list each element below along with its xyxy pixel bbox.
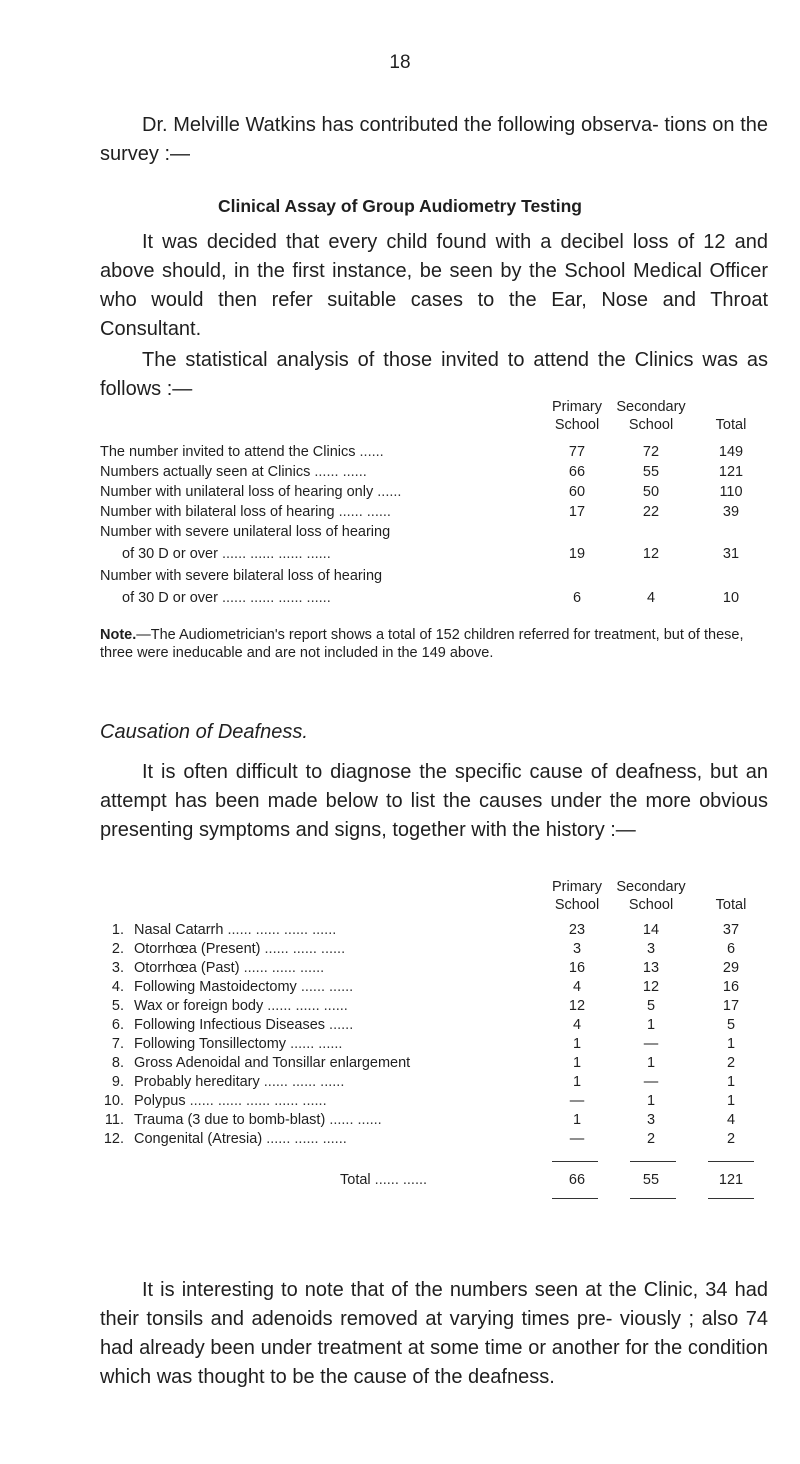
table1-header-total: Total — [715, 417, 747, 433]
page-number: 18 — [389, 52, 411, 73]
row-label: The number invited to attend the Clinics ...... — [100, 444, 384, 460]
row-label: Numbers actually seen at Clinics ...... ...... — [100, 464, 367, 480]
table2-header-secondary — [606, 878, 696, 914]
header-secondary-line1: Secondary — [616, 879, 686, 895]
cell-secondary: 22 — [642, 504, 660, 520]
cell-primary: 4 — [572, 1017, 582, 1033]
table-row — [100, 484, 780, 504]
header-primary-line1: Primary — [552, 879, 602, 895]
cell-primary: 77 — [568, 444, 586, 460]
row-index: 1. — [111, 922, 124, 938]
cell-secondary: 55 — [642, 1172, 660, 1188]
header-primary-line1: Primary — [552, 399, 602, 415]
table-row-label-line1 — [100, 524, 780, 544]
cell-primary: — — [569, 1131, 585, 1147]
row-label: Otorrhœa (Past) ...... ...... ...... — [134, 960, 325, 976]
audiometry-paragraph-1: It was decided that every child found with a decibel loss of 12 and above should, in the first instance, be seen by the School Medical Officer who would then refer suitable cases to the Ear, Nose and Throat Consultant. — [100, 231, 768, 340]
cell-secondary: 12 — [642, 546, 660, 562]
table-row — [100, 444, 780, 464]
cell-total: 10 — [722, 590, 740, 606]
row-label: Congenital (Atresia) ...... ...... ...... — [134, 1131, 347, 1147]
header-secondary-line2: School — [628, 417, 674, 433]
row-index: 10. — [103, 1093, 124, 1109]
table-row — [100, 464, 780, 484]
header-secondary-line1: Secondary — [616, 399, 686, 415]
table-row — [100, 1017, 780, 1037]
table-row — [100, 998, 780, 1018]
row-index: 12. — [103, 1131, 124, 1147]
table-row — [100, 1093, 780, 1113]
table-row — [100, 941, 780, 961]
table-row — [100, 1074, 780, 1094]
cell-secondary: 72 — [642, 444, 660, 460]
cell-secondary: 55 — [642, 464, 660, 480]
cell-secondary: — — [643, 1074, 659, 1090]
cell-secondary: 50 — [642, 484, 660, 500]
cell-total: 37 — [722, 922, 740, 938]
row-label: Number with severe unilateral loss of hearing — [100, 524, 391, 540]
row-index: 3. — [111, 960, 124, 976]
row-label: Wax or foreign body ...... ...... ...... — [134, 998, 348, 1014]
note-text: —The Audiometrician's report shows a total of 152 children referred for treatment, but of these, three were ineducable and are not included in the 149 above. — [100, 627, 744, 661]
cell-total: 39 — [722, 504, 740, 520]
cell-primary: 17 — [568, 504, 586, 520]
cell-primary: 12 — [568, 998, 586, 1014]
table-row — [100, 960, 780, 980]
cell-primary: 1 — [572, 1055, 582, 1071]
cell-total: 29 — [722, 960, 740, 976]
row-label: Following Mastoidectomy ...... ...... — [134, 979, 354, 995]
total-rule-bottom-primary — [552, 1198, 598, 1199]
table-total-row — [100, 1172, 780, 1192]
cell-primary: 16 — [568, 960, 586, 976]
cell-total: 31 — [722, 546, 740, 562]
cell-primary: 4 — [572, 979, 582, 995]
cell-total: 16 — [722, 979, 740, 995]
row-label: Number with unilateral loss of hearing only ...... — [100, 484, 402, 500]
cell-primary: 66 — [568, 464, 586, 480]
cell-primary: 66 — [568, 1172, 586, 1188]
row-label: Number with bilateral loss of hearing ...... ...... — [100, 504, 391, 520]
total-rule-top-total — [708, 1161, 754, 1162]
table-row — [100, 590, 780, 610]
table-row — [100, 1036, 780, 1056]
cell-total: 17 — [722, 998, 740, 1014]
table1-header-secondary — [606, 398, 696, 434]
cell-secondary: 1 — [646, 1017, 656, 1033]
cell-secondary: 2 — [646, 1131, 656, 1147]
total-rule-bottom-total — [708, 1198, 754, 1199]
cell-total: 1 — [726, 1093, 736, 1109]
intro-paragraph: Dr. Melville Watkins has contributed the following observa- tions on the survey :— — [100, 114, 768, 165]
row-label: of 30 D or over ...... ...... ...... ...... — [122, 546, 331, 562]
cell-secondary: 13 — [642, 960, 660, 976]
cell-primary: 19 — [568, 546, 586, 562]
cell-total: 4 — [726, 1112, 736, 1128]
total-label: Total ...... ...... — [340, 1172, 428, 1188]
table1-header-primary — [552, 398, 602, 434]
row-label: Number with severe bilateral loss of hearing — [100, 568, 383, 584]
table-row-label-line1 — [100, 568, 780, 588]
closing-paragraph: It is interesting to note that of the numbers seen at the Clinic, 34 had their tonsils and adenoids removed at varying times pre- viously ; also 74 had already been under treatment at some time or another for the condition which was thought to be the cause of the deafness. — [100, 1279, 768, 1388]
header-primary-line2: School — [554, 897, 600, 913]
cell-secondary: 5 — [646, 998, 656, 1014]
total-rule-top-primary — [552, 1161, 598, 1162]
cell-secondary: 12 — [642, 979, 660, 995]
table-row — [100, 922, 780, 942]
cell-total: 5 — [726, 1017, 736, 1033]
cell-primary: 1 — [572, 1036, 582, 1052]
cell-primary: 6 — [572, 590, 582, 606]
row-label: Gross Adenoidal and Tonsillar enlargement — [134, 1055, 411, 1071]
cell-total: 121 — [718, 464, 744, 480]
row-label: Following Tonsillectomy ...... ...... — [134, 1036, 343, 1052]
note-label: Note. — [100, 627, 137, 643]
row-index: 6. — [111, 1017, 124, 1033]
cell-primary: — — [569, 1093, 585, 1109]
cell-secondary: 1 — [646, 1055, 656, 1071]
row-index: 9. — [111, 1074, 124, 1090]
table-row — [100, 504, 780, 524]
row-label: Nasal Catarrh ...... ...... ...... ...... — [134, 922, 337, 938]
cell-secondary: 3 — [646, 941, 656, 957]
header-secondary-line2: School — [628, 897, 674, 913]
cell-total: 1 — [726, 1036, 736, 1052]
row-index: 2. — [111, 941, 124, 957]
section-heading-audiometry: Clinical Assay of Group Audiometry Testing — [218, 196, 582, 216]
cell-secondary: 3 — [646, 1112, 656, 1128]
row-label: Trauma (3 due to bomb-blast) ...... ...... — [134, 1112, 382, 1128]
cell-total: 121 — [718, 1172, 744, 1188]
cell-primary: 60 — [568, 484, 586, 500]
header-primary-line2: School — [554, 417, 600, 433]
cell-total: 6 — [726, 941, 736, 957]
cell-primary: 1 — [572, 1112, 582, 1128]
table2-header-primary — [552, 878, 602, 914]
cell-total: 110 — [719, 484, 743, 500]
section-heading-causation: Causation of Deafness. — [100, 721, 308, 743]
cell-total: 1 — [726, 1074, 736, 1090]
row-label: Otorrhœa (Present) ...... ...... ...... — [134, 941, 346, 957]
total-rule-bottom-secondary — [630, 1198, 676, 1199]
row-index: 5. — [111, 998, 124, 1014]
cell-primary: 3 — [572, 941, 582, 957]
row-index: 4. — [111, 979, 124, 995]
cell-secondary: — — [643, 1036, 659, 1052]
table-row — [100, 1055, 780, 1075]
total-rule-top-secondary — [630, 1161, 676, 1162]
row-index: 8. — [111, 1055, 124, 1071]
cell-total: 2 — [726, 1131, 736, 1147]
table-row — [100, 546, 780, 566]
table-row — [100, 1131, 780, 1151]
cell-total: 149 — [718, 444, 744, 460]
table2-header-total: Total — [715, 897, 747, 913]
row-label: Probably hereditary ...... ...... ...... — [134, 1074, 345, 1090]
row-label: Polypus ...... ...... ...... ...... ...... — [134, 1093, 327, 1109]
table1-note — [100, 626, 780, 662]
cell-secondary: 4 — [646, 590, 656, 606]
row-label: of 30 D or over ...... ...... ...... ...... — [122, 590, 331, 606]
cell-primary: 1 — [572, 1074, 582, 1090]
cell-primary: 23 — [568, 922, 586, 938]
cell-secondary: 14 — [642, 922, 660, 938]
row-index: 11. — [104, 1112, 124, 1128]
causation-paragraph: It is often difficult to diagnose the specific cause of deafness, but an attempt has been made below to list the causes under the more obvious presenting symptoms and signs, together with the history :— — [100, 761, 768, 841]
cell-secondary: 1 — [646, 1093, 656, 1109]
audiometry-paragraph-2: The statistical analysis of those invited to attend the Clinics was as follows :— — [100, 349, 768, 400]
cell-total: 2 — [726, 1055, 736, 1071]
table-row — [100, 979, 780, 999]
row-index: 7. — [111, 1036, 124, 1052]
row-label: Following Infectious Diseases ...... — [134, 1017, 354, 1033]
table-row — [100, 1112, 780, 1132]
